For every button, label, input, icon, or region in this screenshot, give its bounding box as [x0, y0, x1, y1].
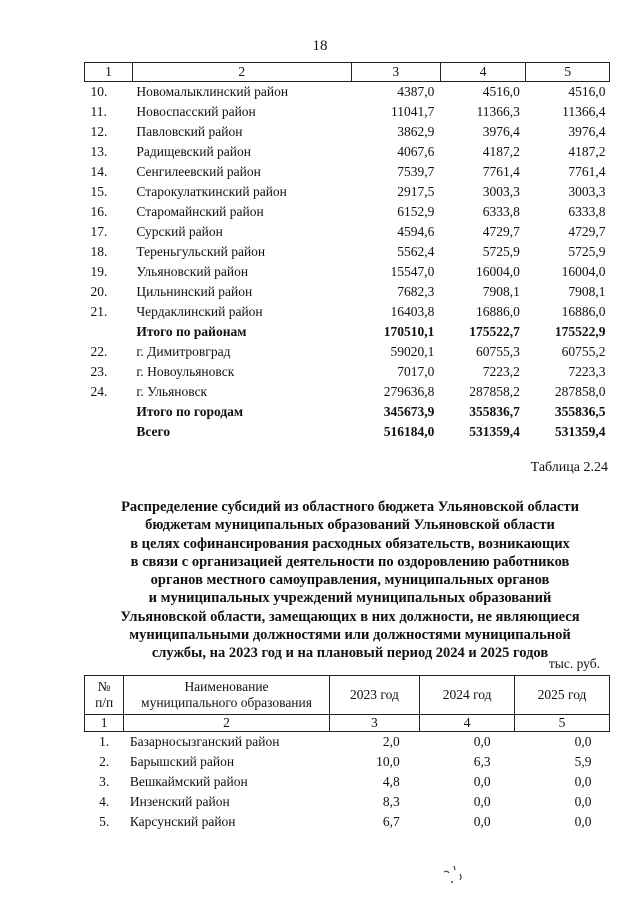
value-2023: 15547,0 — [390, 264, 435, 279]
heading-line: Ульяновской области, замещающих в них должности, не являющиеся — [120, 608, 580, 625]
row-number — [85, 322, 133, 342]
value-2024: 0,0 — [473, 814, 491, 829]
value-2025: 287858,0 — [554, 384, 606, 399]
column-number-header — [85, 63, 610, 82]
value-2023: 2,0 — [382, 734, 400, 749]
scan-marks — [440, 860, 480, 900]
row-number: 14. — [90, 164, 108, 179]
value-2025: 4187,2 — [568, 144, 606, 159]
value-2024: 11366,3 — [476, 104, 520, 119]
row-number: 18. — [90, 244, 108, 259]
value-2023: 8,3 — [382, 794, 400, 809]
municipality-name: Новоспасский район — [136, 104, 256, 119]
header-2025: 2025 год — [515, 676, 610, 715]
value-2024: 175522,7 — [469, 324, 520, 339]
table-row — [85, 732, 610, 753]
value-2024: 16886,0 — [476, 304, 520, 319]
value-2025: 531359,4 — [554, 424, 606, 439]
value-2025: 7761,4 — [568, 164, 606, 179]
value-2024: 7908,1 — [482, 284, 520, 299]
value-2023: 7682,3 — [397, 284, 435, 299]
table-row — [85, 102, 610, 122]
municipality-name: Сенгилеевский район — [136, 164, 261, 179]
value-2025: 175522,9 — [554, 324, 606, 339]
value-2024: 355836,7 — [469, 404, 520, 419]
header-municipality: Наименование муниципального образования — [124, 676, 329, 715]
row-number: 19. — [90, 264, 108, 279]
value-2025: 60755,2 — [561, 344, 606, 359]
heading-line: службы, на 2023 год и на плановый период 2024 и 2025 годов — [151, 645, 549, 662]
value-2023: 516184,0 — [383, 424, 435, 439]
row-number: 5. — [99, 814, 110, 829]
column-number: 5 — [526, 63, 610, 82]
heading-line: Распределение субсидий из областного бюджета Ульяновской области — [121, 499, 579, 515]
row-number: 2. — [99, 754, 110, 769]
column-number: 1 — [85, 63, 133, 82]
column-number: 4 — [440, 63, 526, 82]
value-2023: 16403,8 — [390, 304, 435, 319]
table-header-row — [85, 676, 610, 715]
value-2023: 170510,1 — [383, 324, 435, 339]
municipality-name: Итого по городам — [136, 404, 244, 419]
table-row — [85, 792, 610, 812]
value-2025: 7223,3 — [568, 364, 606, 379]
municipality-name: Радищевский район — [136, 144, 251, 159]
municipality-name: Всего — [136, 424, 171, 439]
table-row — [85, 122, 610, 142]
value-2025: 0,0 — [574, 794, 592, 809]
value-2024: 5725,9 — [482, 244, 520, 259]
value-2025: 0,0 — [574, 814, 592, 829]
value-2025: 355836,5 — [554, 404, 606, 419]
row-number: 12. — [90, 124, 108, 139]
municipality-name: Павловский район — [136, 124, 243, 139]
value-2023: 3862,9 — [397, 124, 435, 139]
table-label: Таблица 2.24 — [530, 460, 608, 475]
row-number: 22. — [90, 344, 108, 359]
row-number: 15. — [90, 184, 108, 199]
row-number: 24. — [90, 384, 108, 399]
value-2024: 0,0 — [473, 774, 491, 789]
table-row — [85, 342, 610, 362]
value-2023: 11041,7 — [390, 104, 435, 119]
value-2024: 0,0 — [473, 794, 491, 809]
value-2025: 11366,4 — [562, 104, 606, 119]
table-row — [85, 382, 610, 402]
table-row — [85, 772, 610, 792]
row-number — [85, 422, 133, 442]
municipality-name: Старокулаткинский район — [136, 184, 287, 199]
value-2025: 4729,7 — [568, 224, 606, 239]
municipality-name: Тереньгульский район — [136, 244, 266, 259]
table-row — [85, 812, 610, 832]
value-2023: 4594,6 — [397, 224, 435, 239]
value-2025: 7908,1 — [568, 284, 606, 299]
column-number: 2 — [124, 715, 329, 732]
total-row — [85, 322, 610, 342]
row-number — [85, 402, 133, 422]
value-2023: 5562,4 — [397, 244, 435, 259]
table-row — [85, 142, 610, 162]
row-number: 10. — [90, 84, 108, 99]
value-2024: 7223,2 — [482, 364, 520, 379]
heading-line: муниципальными должностями или должностями муниципальной — [129, 627, 571, 644]
table-row — [85, 302, 610, 322]
value-2024: 0,0 — [473, 734, 491, 749]
row-number: 20. — [90, 284, 108, 299]
column-number: 4 — [420, 715, 515, 732]
page-number: 18 — [312, 38, 328, 54]
value-2023: 7539,7 — [397, 164, 435, 179]
value-2023: 59020,1 — [390, 344, 435, 359]
municipality-name: г. Димитровград — [136, 344, 231, 359]
municipality-name: Ульяновский район — [136, 264, 249, 279]
value-2023: 345673,9 — [383, 404, 435, 419]
value-2025: 3976,4 — [568, 124, 606, 139]
municipality-name: Цильнинский район — [136, 284, 253, 299]
value-2024: 4187,2 — [482, 144, 520, 159]
heading-line: и муниципальных учреждений муниципальных образований — [148, 590, 552, 607]
row-number: 23. — [90, 364, 108, 379]
value-2023: 10,0 — [376, 754, 400, 769]
table-row — [85, 752, 610, 772]
municipality-name: Новомалыклинский район — [136, 84, 289, 99]
value-2025: 5725,9 — [568, 244, 606, 259]
value-2025: 0,0 — [574, 774, 592, 789]
column-number: 3 — [351, 63, 440, 82]
value-2024: 3976,4 — [482, 124, 520, 139]
municipality-name: Сурский район — [136, 224, 223, 239]
column-number: 1 — [85, 715, 124, 732]
table-row — [85, 242, 610, 262]
value-2024: 16004,0 — [476, 264, 520, 279]
heading-line: органов местного самоуправления, муниципальных органов — [150, 572, 550, 589]
heading-line: в целях софинансирования расходных обязательств, возникающих — [130, 535, 570, 552]
value-2025: 3003,3 — [568, 184, 606, 199]
column-number: 5 — [515, 715, 610, 732]
header-2024: 2024 год — [420, 676, 515, 715]
table-row — [85, 162, 610, 182]
table-row — [85, 182, 610, 202]
column-number: 3 — [329, 715, 420, 732]
row-number: 21. — [90, 304, 108, 319]
column-number-header — [85, 715, 610, 732]
value-2023: 4067,6 — [397, 144, 435, 159]
value-2024: 287858,2 — [469, 384, 520, 399]
table-row — [85, 362, 610, 382]
value-2025: 0,0 — [574, 734, 592, 749]
column-number: 2 — [132, 63, 351, 82]
table-row — [85, 282, 610, 302]
row-number: 4. — [99, 794, 110, 809]
municipality-name: Старомайнский район — [136, 204, 264, 219]
header-number: № п/п — [85, 676, 124, 715]
row-number: 16. — [90, 204, 108, 219]
value-2023: 4,8 — [382, 774, 400, 789]
value-2024: 4729,7 — [482, 224, 520, 239]
header-2023: 2023 год — [329, 676, 420, 715]
municipality-name: Карсунский район — [129, 814, 236, 829]
municipality-name: Итого по районам — [136, 324, 247, 339]
value-2023: 4387,0 — [397, 84, 435, 99]
value-2023: 6152,9 — [397, 204, 435, 219]
table-row — [85, 222, 610, 242]
value-2024: 6333,8 — [482, 204, 520, 219]
total-row — [85, 422, 610, 442]
row-number: 13. — [90, 144, 108, 159]
municipality-name: г. Ульяновск — [136, 384, 208, 399]
value-2023: 6,7 — [382, 814, 400, 829]
table-row — [85, 202, 610, 222]
value-2025: 5,9 — [574, 754, 592, 769]
heading-line: бюджетам муниципальных образований Ульяновской области — [145, 517, 555, 534]
units-label: тыс. руб. — [548, 656, 600, 671]
municipality-name: Инзенский район — [129, 794, 230, 809]
value-2025: 4516,0 — [568, 84, 606, 99]
value-2023: 279636,8 — [383, 384, 435, 399]
table-row — [85, 262, 610, 282]
row-number: 1. — [99, 734, 110, 749]
heading-line: в связи с организацией деятельности по оздоровлению работников — [130, 553, 570, 570]
value-2023: 2917,5 — [397, 184, 435, 199]
row-number: 3. — [99, 774, 110, 789]
municipality-name: Барышский район — [129, 754, 235, 769]
value-2023: 7017,0 — [397, 364, 435, 379]
table-row — [85, 82, 610, 103]
row-number: 11. — [90, 104, 107, 119]
subsidy-table-continued — [84, 62, 610, 442]
value-2025: 6333,8 — [568, 204, 606, 219]
value-2024: 6,3 — [473, 754, 491, 769]
municipality-name: Вешкаймский район — [129, 774, 248, 789]
total-row — [85, 402, 610, 422]
municipality-name: Чердаклинский район — [136, 304, 263, 319]
value-2024: 4516,0 — [482, 84, 520, 99]
value-2024: 7761,4 — [482, 164, 520, 179]
row-number: 17. — [90, 224, 108, 239]
municipality-name: Базарносызганский район — [129, 734, 280, 749]
value-2024: 60755,3 — [476, 344, 520, 359]
value-2025: 16886,0 — [561, 304, 606, 319]
health-subsidy-table — [84, 675, 610, 832]
table-heading — [90, 498, 610, 663]
value-2025: 16004,0 — [561, 264, 606, 279]
value-2024: 3003,3 — [482, 184, 520, 199]
value-2024: 531359,4 — [469, 424, 520, 439]
municipality-name: г. Новоульяновск — [136, 364, 235, 379]
